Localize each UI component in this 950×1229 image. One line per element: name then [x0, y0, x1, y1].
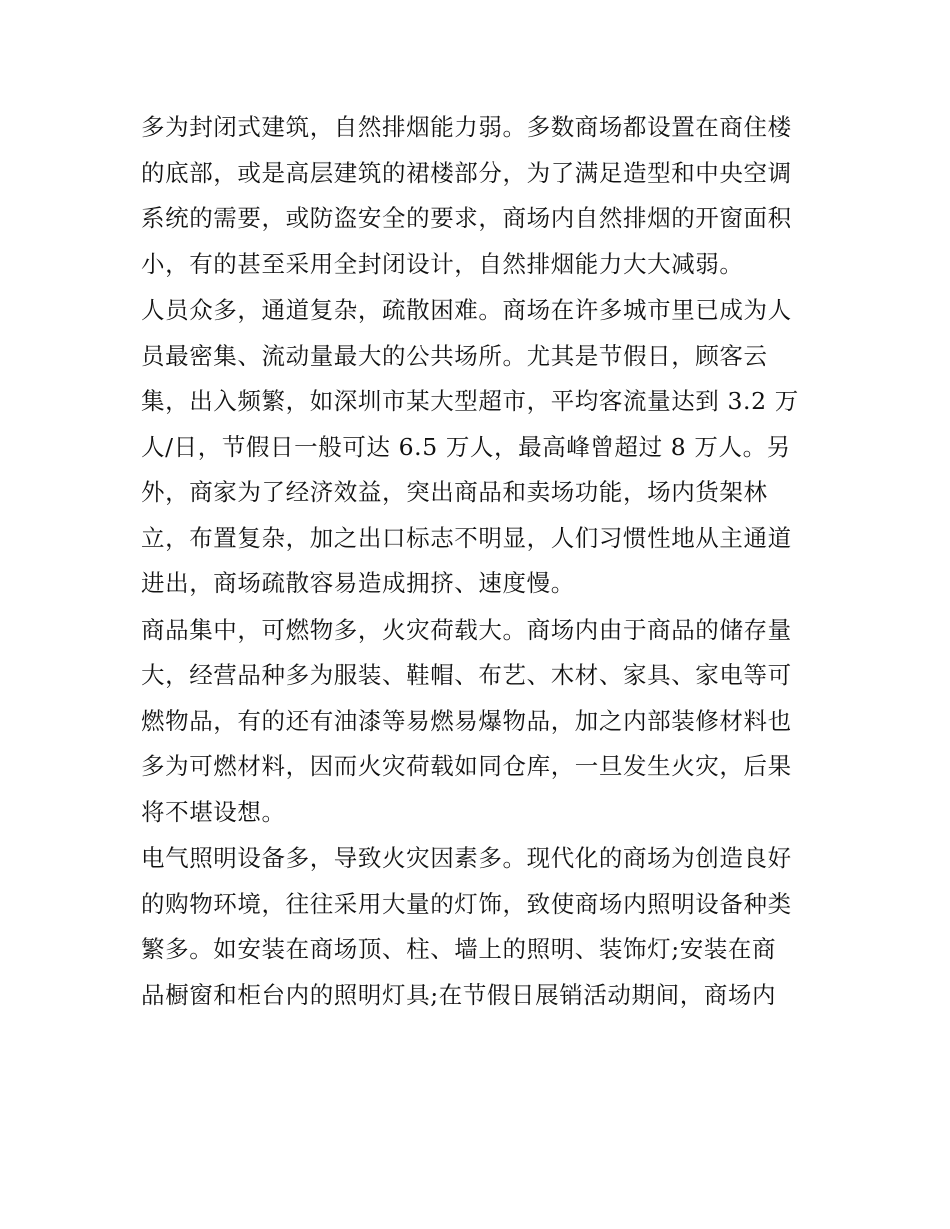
text-line: 进出，商场疏散容易造成拥挤、速度慢。 [141, 569, 575, 597]
text-line: 人/日，节假日一般可达 6.5 万人，最高峰曾超过 8 万人。另 [141, 432, 791, 461]
text-line: 大，经营品种多为服装、鞋帽、布艺、木材、家具、家电等可 [141, 661, 792, 689]
text-line: 将不堪设想。 [141, 797, 286, 826]
text-line: 外，商家为了经济效益，突出商品和卖场功能，场内货架林 [141, 478, 768, 506]
text-line: 人员众多，通道复杂，疏散困难。商场在许多城市里已成为人 [141, 296, 792, 324]
text-line: 的购物环境，往往采用大量的灯饰，致使商场内照明设备种类 [141, 889, 792, 918]
text-line: 立，布置复杂，加之出口标志不明显，人们习惯性地从主通道 [141, 523, 792, 552]
paragraph-fire-load [141, 608, 821, 836]
text-line: 商品集中，可燃物多，火灾荷载大。商场内由于商品的储存量 [141, 615, 792, 644]
document-body [141, 105, 821, 1018]
paragraph-crowd-evacuation [141, 288, 821, 607]
text-line: 系统的需要，或防盗安全的要求，商场内自然排烟的开窗面积 [141, 204, 792, 232]
text-line: 电气照明设备多，导致火灾因素多。现代化的商场为创造良好 [141, 844, 792, 872]
text-line: 燃物品，有的还有油漆等易燃易爆物品，加之内部装修材料也 [141, 706, 792, 735]
text-line: 多为可燃材料，因而火灾荷载如同仓库，一旦发生火灾，后果 [141, 752, 792, 780]
text-line: 的底部，或是高层建筑的裙楼部分，为了满足造型和中央空调 [141, 158, 792, 187]
text-line: 多为封闭式建筑，自然排烟能力弱。多数商场都设置在商住楼 [141, 113, 792, 141]
text-line: 小，有的甚至采用全封闭设计，自然排烟能力大大减弱。 [141, 249, 744, 278]
text-line: 员最密集、流动量最大的公共场所。尤其是节假日，顾客云 [141, 341, 768, 370]
text-line: 集，出入频繁，如深圳市某大型超市，平均客流量达到 3.2 万 [141, 387, 799, 415]
text-line: 繁多。如安装在商场顶、柱、墙上的照明、装饰灯;安装在商 [141, 935, 777, 963]
text-line: 品橱窗和柜台内的照明灯具;在节假日展销活动期间，商场内 [141, 980, 777, 1009]
paragraph-electrical-lighting [141, 836, 821, 1018]
paragraph-smoke-exhaust [141, 105, 821, 287]
